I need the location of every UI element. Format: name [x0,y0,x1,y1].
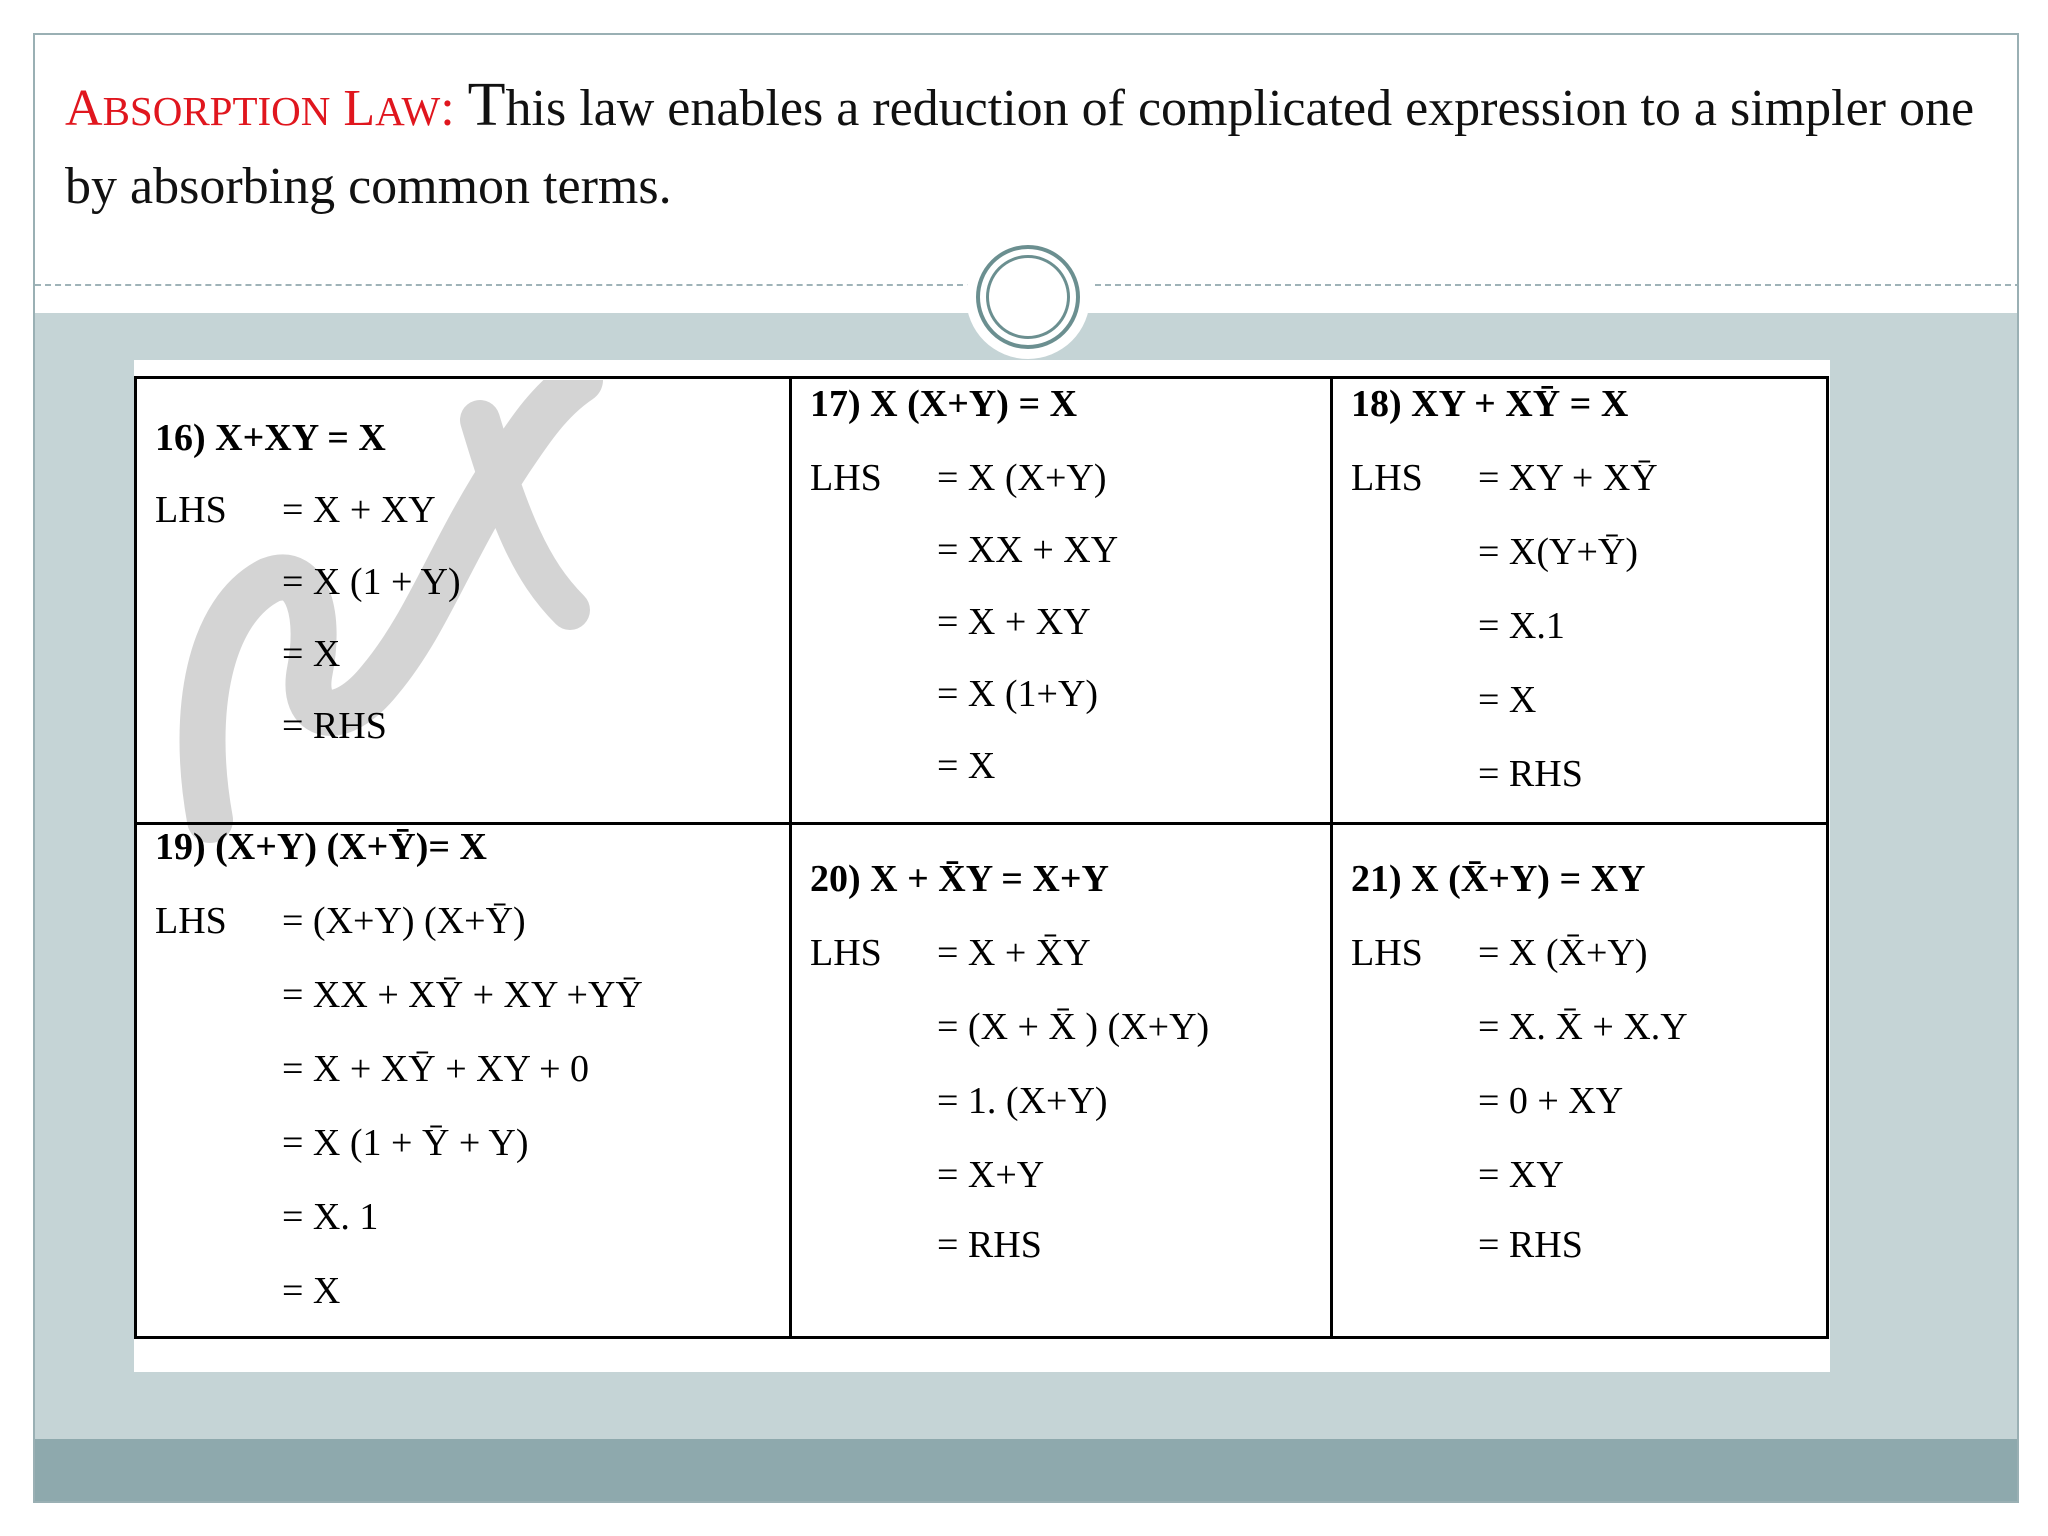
derivation-step [792,1079,1330,1123]
derivation-step [1333,752,1826,796]
heading-smallcaps: AW [375,88,441,134]
step-expression: = RHS [1478,753,1583,795]
step-expression: = X (1+Y) [937,673,1099,715]
derivation-step [1333,1005,1826,1049]
derivation-step [1333,1079,1826,1123]
law-cell-17 [791,378,1332,824]
step-expression: = XX + XȲ + XY +YȲ [282,974,643,1016]
lhs-label: LHS [1351,457,1423,499]
absorption-law-table [134,376,1829,1339]
derivation-step [137,1269,789,1313]
derivation-step [137,704,789,748]
step-expression: = RHS [282,705,387,747]
lhs-label: LHS [810,932,882,974]
slide-title [65,67,1995,225]
lhs-label: LHS [155,900,227,942]
step-expression: = X + XY [282,489,436,531]
step-expression: = X+Y [937,1154,1045,1196]
step-expression: = X + X̄Y [937,932,1091,974]
lhs-label: LHS [810,457,882,499]
step-expression: = X [1478,679,1537,721]
law-heading: 17) X (X+Y) = X [810,383,1078,425]
derivation-step [137,1195,789,1239]
step-expression: = XY + XȲ [1478,457,1658,499]
derivation-step [792,1223,1330,1267]
step-expression: = X (X+Y) [937,457,1107,499]
derivation-step [792,600,1330,644]
derivation-step [1333,456,1826,500]
derivation-step [137,899,789,943]
law-heading: 18) XY + XȲ = X [1351,383,1629,425]
step-expression: = X (X̄+Y) [1478,932,1648,974]
step-expression: = X. X̄ + X.Y [1478,1006,1688,1048]
step-expression: = XX + XY [937,529,1119,571]
intro-first-letter: T [467,71,506,139]
step-expression: = X [937,745,996,787]
lhs-label: LHS [155,489,227,531]
derivation-step [137,488,789,532]
derivation-step [792,1005,1330,1049]
step-expression: = 1. (X+Y) [937,1080,1108,1122]
derivation-step [792,528,1330,572]
law-heading: 21) X (X̄+Y) = XY [1351,858,1646,900]
derivation-step [1333,1153,1826,1197]
step-expression: = X (1 + Y) [282,561,461,603]
divider-right [1095,284,2019,286]
law-heading: 16) X+XY = X [155,417,386,459]
law-cell-18 [1332,378,1828,824]
step-expression: = (X + X̄ ) (X+Y) [937,1006,1210,1048]
derivation-step [1333,931,1826,975]
derivation-step [792,456,1330,500]
derivation-step [1333,530,1826,574]
derivation-step [137,1121,789,1165]
step-expression: = X.1 [1478,605,1565,647]
step-expression: = X [282,633,341,675]
heading-colon: : [440,80,455,137]
derivation-step [137,632,789,676]
step-expression: = (X+Y) (X+Ȳ) [282,900,526,942]
law-cell-19 [136,824,791,1338]
step-expression: = RHS [1478,1224,1583,1266]
derivation-step [792,672,1330,716]
derivation-step [792,931,1330,975]
derivation-step [1333,604,1826,648]
intro-text: his law enables a reduction of complicated expression to a simpler one by absorbing common terms. [65,80,1975,215]
law-cell-16 [136,378,791,824]
step-expression: = RHS [937,1224,1042,1266]
title-heading [65,80,455,137]
footer-band [35,1439,2017,1503]
derivation-step [137,560,789,604]
lhs-label: LHS [1351,932,1423,974]
step-expression: = X (1 + Ȳ + Y) [282,1122,529,1164]
step-expression: = X. 1 [282,1196,379,1238]
divider-circle-inner [986,255,1070,339]
heading-letter: A [65,80,103,137]
step-expression: = X [282,1270,341,1312]
derivation-step [137,973,789,1017]
step-expression: = XY [1478,1154,1564,1196]
law-heading: 20) X + X̄Y = X+Y [810,858,1109,900]
derivation-step [137,1047,789,1091]
heading-letter: L [343,80,376,137]
derivation-step [1333,1223,1826,1267]
law-cell-20 [791,824,1332,1338]
law-heading: 19) (X+Y) (X+Ȳ)= X [155,826,487,868]
step-expression: = X + XȲ + XY + 0 [282,1048,590,1090]
heading-space [330,80,343,137]
law-cell-21 [1332,824,1828,1338]
step-expression: = X(Y+Ȳ) [1478,531,1638,573]
derivation-step [792,744,1330,788]
derivation-step [792,1153,1330,1197]
divider-left [35,284,973,286]
step-expression: = X + XY [937,601,1091,643]
step-expression: = 0 + XY [1478,1080,1624,1122]
derivation-step [1333,678,1826,722]
heading-smallcaps: BSORPTION [102,88,331,134]
